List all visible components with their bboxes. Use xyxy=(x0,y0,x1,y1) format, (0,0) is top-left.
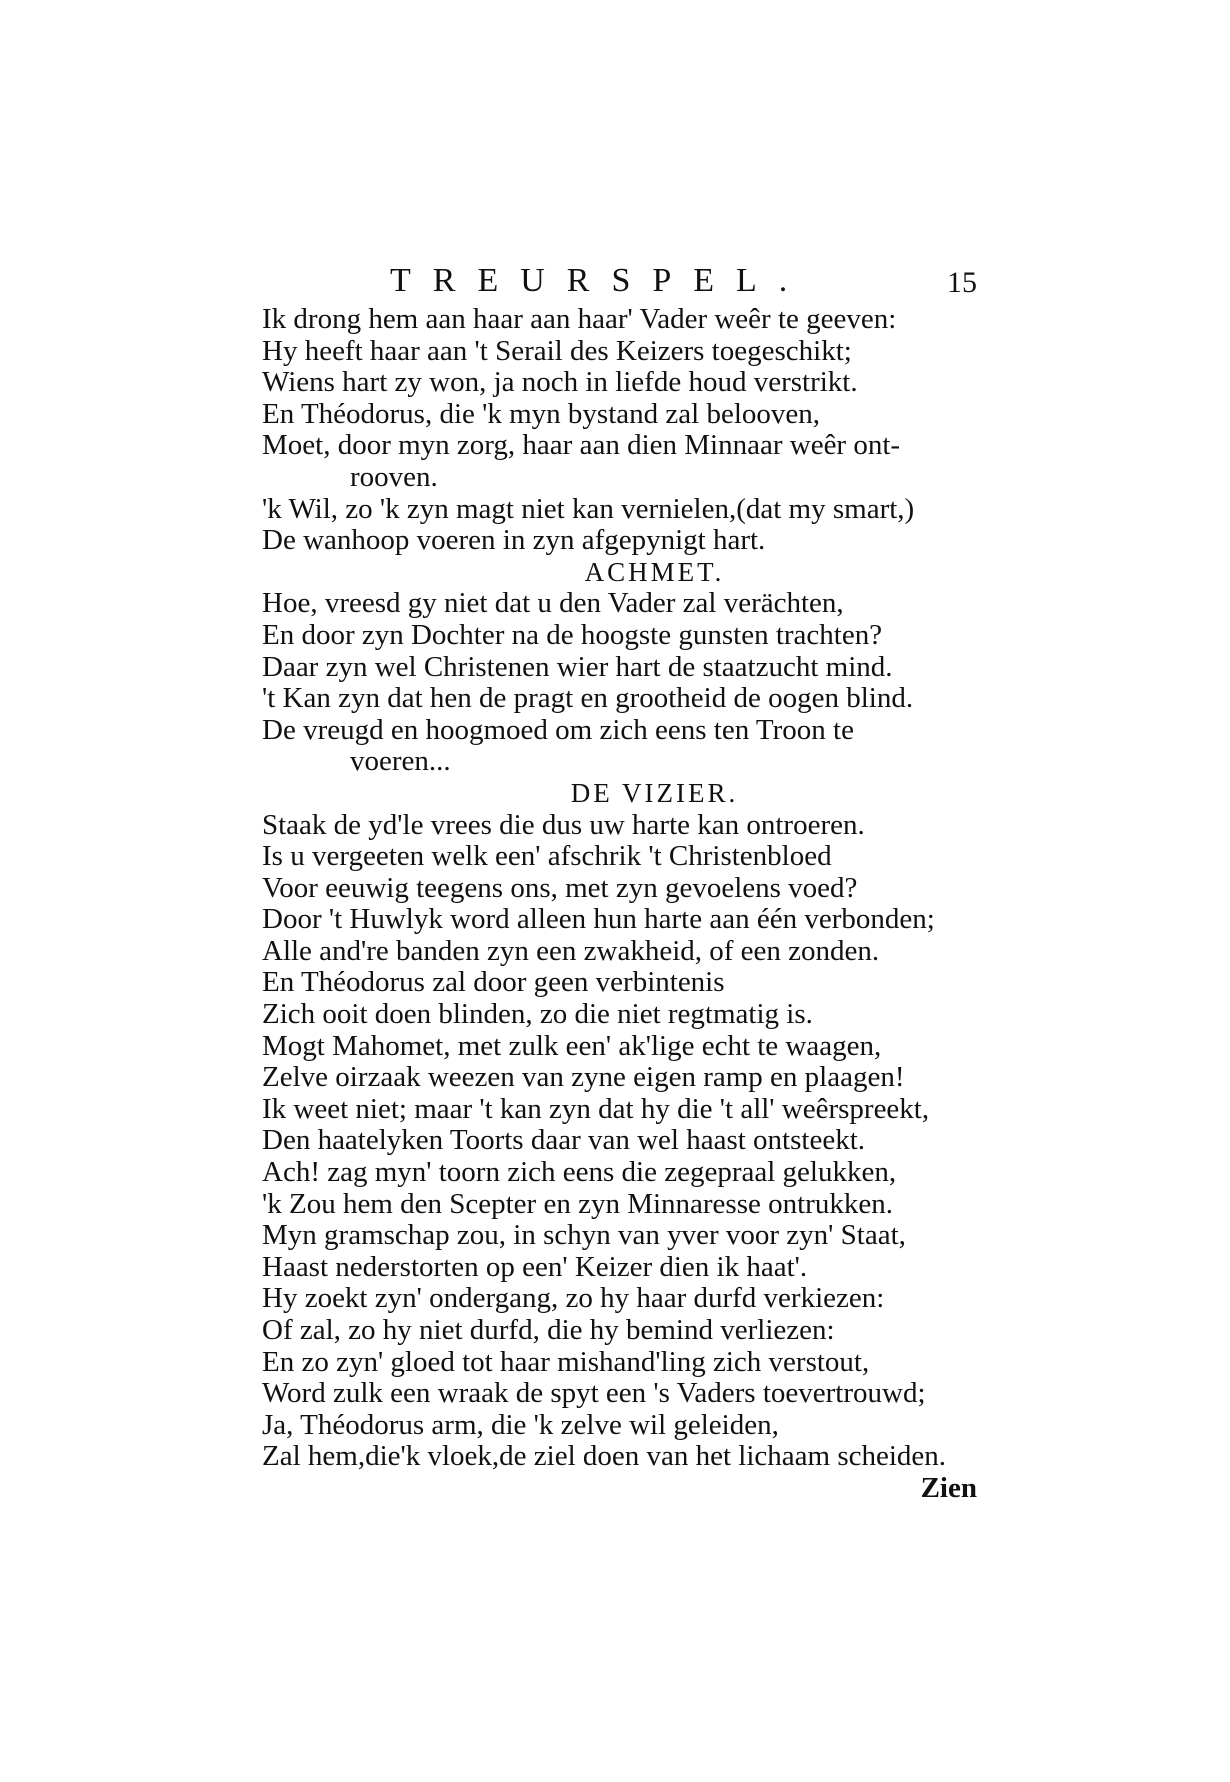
verse-line: En door zyn Dochter na de hoogste gunsten trachten? xyxy=(262,618,883,651)
verse-text xyxy=(262,304,977,1505)
verse-line: Hy heeft haar aan 't Serail des Keizers toegeschikt; xyxy=(262,334,852,367)
verse-line: Moet, door myn zorg, haar aan dien Minnaar weêr ont- xyxy=(262,429,901,462)
verse-line: Word zulk een wraak de spyt een 's Vaders toevertrouwd; xyxy=(262,1377,926,1410)
speaker-name: DE VIZIER. xyxy=(570,777,739,808)
verse-line: En Théodorus, die 'k myn bystand zal belooven, xyxy=(262,397,820,430)
verse-line-continuation: rooven. xyxy=(350,460,438,493)
verse-line: Ik drong hem aan haar aan haar' Vader weêr te geeven: xyxy=(262,303,897,335)
verse-line: Ik weet niet; maar 't kan zyn dat hy die 't all' weêrspreekt, xyxy=(262,1092,930,1125)
verse-line: Door 't Huwlyk word alleen hun harte aan één verbonden; xyxy=(262,903,935,936)
verse-line-continuation: voeren... xyxy=(350,745,451,778)
verse-line: De wanhoop voeren in zyn afgepynigt hart. xyxy=(262,524,766,557)
verse-line: Ach! zag myn' toorn zich eens die zegepraal gelukken, xyxy=(262,1156,897,1189)
verse-line: En zo zyn' gloed tot haar mishand'ling zich verstout, xyxy=(262,1345,870,1378)
verse-line: Voor eeuwig teegens ons, met zyn gevoelens voed? xyxy=(262,871,858,904)
verse-line: Wiens hart zy won, ja noch in liefde houd verstrikt. xyxy=(262,366,858,399)
verse-line: Is u vergeeten welk een' afschrik 't Christenbloed xyxy=(262,840,832,873)
book-page xyxy=(262,258,977,1505)
verse-line: Alle and're banden zyn een zwakheid, of een zonden. xyxy=(262,934,880,967)
verse-line: Den haatelyken Toorts daar van wel haast ontsteekt. xyxy=(262,1124,866,1157)
verse-line: Staak de yd'le vrees die dus uw harte kan ontroeren. xyxy=(262,808,865,841)
verse-line: Daar zyn wel Christenen wier hart de staatzucht mind. xyxy=(262,650,893,683)
running-title: TREURSPEL. xyxy=(390,262,810,299)
verse-line: Of zal, zo hy niet durfd, die hy bemind verliezen: xyxy=(262,1314,835,1346)
verse-line: 'k Zou hem den Scepter en zyn Minnaresse ontrukken. xyxy=(262,1187,893,1220)
verse-line: Zich ooit doen blinden, zo die niet regtmatig is. xyxy=(262,998,813,1031)
catchword: Zien xyxy=(920,1471,977,1504)
verse-line: Ja, Théodorus arm, die 'k zelve wil geleiden, xyxy=(262,1408,779,1441)
page-header xyxy=(262,258,977,304)
speaker-name: ACHMET. xyxy=(584,556,725,587)
verse-line: Zelve oirzaak weezen van zyne eigen ramp en plaagen! xyxy=(262,1061,905,1094)
verse-line: En Théodorus zal door geen verbintenis xyxy=(262,966,725,999)
verse-line: Hoe, vreesd gy niet dat u den Vader zal verächten, xyxy=(262,587,844,620)
verse-line: 'k Wil, zo 'k zyn magt niet kan vernielen,(dat my smart,) xyxy=(262,492,915,525)
verse-line: 't Kan zyn dat hen de pragt en grootheid de oogen blind. xyxy=(262,682,914,715)
verse-line: Myn gramschap zou, in schyn van yver voor zyn' Staat, xyxy=(262,1219,906,1252)
verse-line: Hy zoekt zyn' ondergang, zo hy haar durfd verkiezen: xyxy=(262,1282,885,1315)
verse-line: Zal hem,die'k vloek,de ziel doen van het lichaam scheiden. xyxy=(262,1440,947,1473)
verse-line: Mogt Mahomet, met zulk een' ak'lige echt te waagen, xyxy=(262,1029,882,1062)
verse-line: De vreugd en hoogmoed om zich eens ten Troon te xyxy=(262,713,854,746)
page-number: 15 xyxy=(947,266,977,299)
verse-line: Haast nederstorten op een' Keizer dien ik haat'. xyxy=(262,1250,808,1283)
